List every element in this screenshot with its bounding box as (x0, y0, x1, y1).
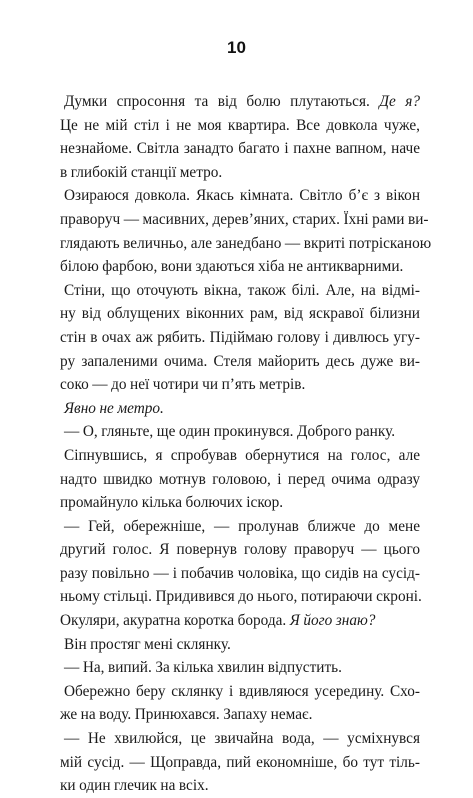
text-line (60, 184, 420, 208)
text-line (60, 208, 429, 232)
text-segment: Він простяг мені склянку. (64, 635, 231, 653)
text-segment: Обережно беру склянку і вдивляюся усередину. Схо- (64, 682, 420, 700)
text-segment: Стіни, що оточують вікна, також білі. Але, на відмі- (64, 281, 420, 299)
text-segment: разу повільно — і побачив чоловіка, що сидів на сусід- (60, 564, 420, 582)
text-segment: стін в очах аж рябить. Підіймаю голову і дивлюсь угу- (60, 328, 420, 346)
text-segment: — Не хвилюйся, це звичайна вода, — усміхнувся (64, 730, 420, 748)
text-line (60, 468, 420, 492)
text-segment: ньому стільці. Придивився до нього, потираючи скроні. (60, 588, 422, 606)
text-line (60, 373, 420, 397)
text-segment: — О, гляньте, ще один прокинувся. Доброго ранку. (64, 423, 396, 441)
text-line (60, 680, 420, 704)
text-line (60, 727, 420, 751)
text-line (60, 326, 420, 350)
text-segment: незнайоме. Світла занадто багато і пахне вапном, наче (60, 140, 420, 158)
text-segment: — На, випий. За кілька хвилин відпустить. (64, 659, 342, 677)
text-line (60, 538, 420, 562)
text-line (60, 137, 420, 161)
text-line (60, 114, 420, 138)
text-line (60, 302, 420, 326)
text-line (60, 444, 420, 468)
text-line (60, 656, 420, 680)
text-segment: Озираюся довкола. Якась кімната. Світло б’є з вікон (64, 187, 420, 205)
text-segment: ру запаленими очима. Стеля майорить десь дуже ви- (60, 352, 420, 370)
text-line (60, 751, 420, 775)
text-segment: другий голос. Я повернув голову праворуч — цього (60, 541, 420, 559)
text-line (60, 703, 420, 727)
text-segment: Окуляри, акуратна коротка борода. (60, 612, 290, 630)
italic-text: Явно не метро. (64, 399, 164, 417)
text-line (60, 255, 420, 279)
text-line (60, 420, 420, 444)
text-segment: надто швидко мотнув головою, і перед очима одразу (60, 470, 420, 488)
page-number: 10 (227, 38, 246, 57)
text-line (60, 279, 420, 303)
text-line (60, 609, 420, 633)
text-segment: промайнуло кілька болючих іскор. (60, 494, 284, 512)
text-segment: же на воду. Принюхався. Запаху немає. (60, 706, 313, 724)
text-line (60, 491, 420, 515)
text-segment: мій сусід. — Щоправда, пий економніше, бо тут тіль- (60, 753, 420, 771)
text-segment: в глибокій станції метро. (60, 163, 223, 181)
text-line (60, 161, 420, 185)
text-segment: Сіпнувшись, я спробував обернутися на голос, але (64, 446, 420, 464)
text-segment: — Гей, обережніше, — пролунав ближче до мене (64, 517, 420, 535)
text-segment: праворуч — масивних, дерев’яних, старих. Їхні рами ви- (60, 210, 429, 228)
text-line (60, 350, 420, 374)
italic-text: Де я? (379, 93, 420, 110)
text-segment: Це не мій стіл і не моя квартира. Все довкола чуже, (60, 116, 420, 134)
body-text (60, 90, 432, 798)
text-line (60, 562, 420, 586)
text-segment: Думки спросоння та від болю плутаються. (64, 93, 380, 110)
text-segment: ну від облущених віконних рам, від яскравої білизни (60, 305, 420, 323)
text-line (60, 90, 420, 114)
text-segment: ки один глечик на всіх. (60, 777, 209, 795)
text-segment: білою фарбою, вони здаються хіба не антикварними. (60, 258, 404, 276)
text-line (60, 232, 432, 256)
text-line (60, 774, 420, 798)
text-segment: соко — до неї чотири чи п’ять метрів. (60, 376, 306, 394)
text-line (60, 515, 420, 539)
text-line (60, 633, 420, 657)
text-line (60, 397, 420, 421)
text-segment: глядають величньо, але занедбано — вкриті потрісканою (60, 234, 432, 252)
text-line (60, 585, 420, 609)
italic-text: Я його знаю? (289, 612, 376, 630)
